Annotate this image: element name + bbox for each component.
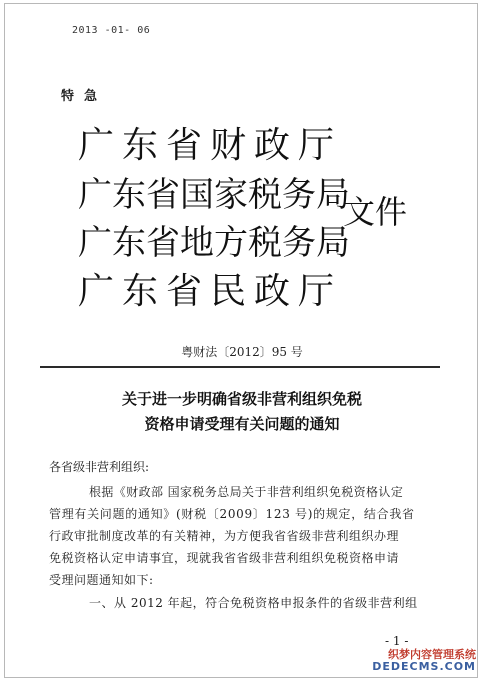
issuer-national-tax-bureau: 广东省国家税务局 <box>78 175 350 215</box>
document-type-label: 文件 <box>343 193 408 231</box>
notice-title-line-1: 关于进一步明确省级非营利组织免税 <box>121 390 362 408</box>
notice-title-line-2: 资格申请受理有关问题的通知 <box>144 415 340 433</box>
salutation: 各省级非营利组织: <box>49 460 150 474</box>
body-line: 一、从 2012 年起，符合免税资格申报条件的省级非营利组 <box>89 596 418 610</box>
issuer-civil-affairs-department: 广东省民政厅 <box>78 271 343 312</box>
site-watermark <box>372 649 476 673</box>
document-number: 粤财法〔2012〕95 号 <box>181 345 303 359</box>
watermark-en-text: DEDECMS.COM <box>372 659 476 673</box>
issuer-finance-department: 广东省财政厅 <box>78 125 343 166</box>
body-line: 管理有关问题的通知》(财税〔2009〕123 号)的规定，结合我省 <box>49 507 415 521</box>
body-line: 免税资格认定申请事宜，现就我省省级非营利组织免税资格申请 <box>49 551 400 565</box>
body-line: 受理问题通知如下: <box>49 573 154 587</box>
body-line: 行政审批制度改革的有关精神，为方便我省省级非营利组织办理 <box>49 529 400 543</box>
urgency-label: 特急 <box>61 89 108 104</box>
watermark-cn-text: 织梦内容管理系统 <box>388 647 476 661</box>
issuer-local-tax-bureau: 广东省地方税务局 <box>78 223 350 263</box>
body-line: 根据《财政部 国家税务总局关于非营利组织免税资格认定 <box>89 485 404 499</box>
page-number: - 1 - <box>385 634 409 648</box>
date-stamp: 2013 -01- 06 <box>72 25 151 36</box>
header-divider <box>40 366 440 368</box>
